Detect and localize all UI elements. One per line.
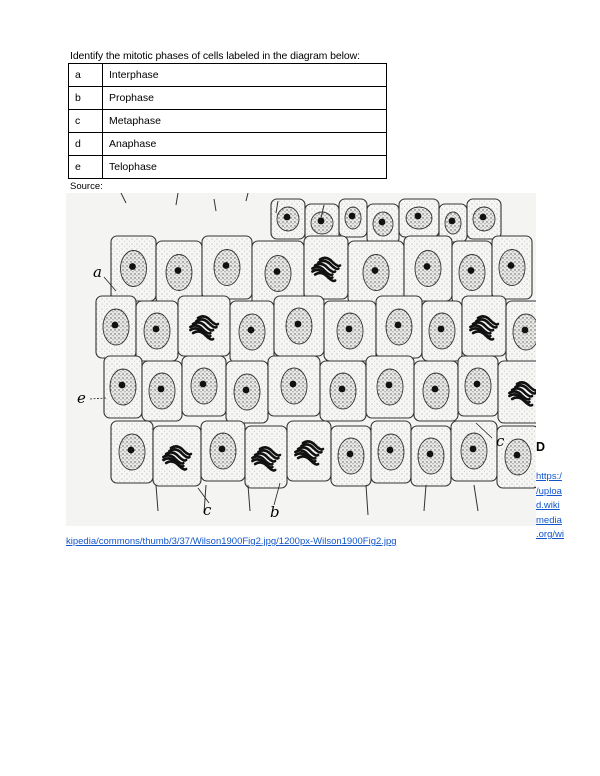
row-phase: Anaphase <box>103 133 387 156</box>
nucleolus-mark <box>119 382 126 389</box>
wall-line <box>156 485 158 511</box>
nucleolus-mark <box>175 267 182 274</box>
url-line[interactable]: media <box>536 514 562 526</box>
nucleolus-mark <box>522 327 529 334</box>
nucleolus-mark <box>243 387 250 394</box>
row-letter: a <box>69 64 103 87</box>
wall-line <box>121 193 126 203</box>
row-phase: Metaphase <box>103 110 387 133</box>
nucleolus-mark <box>449 218 456 225</box>
nucleolus-mark <box>128 447 135 454</box>
nucleolus-mark <box>387 447 394 454</box>
nucleolus-mark <box>349 213 356 220</box>
nucleolus-mark <box>415 213 422 220</box>
nucleolus-mark <box>474 381 481 388</box>
row-phase: Telophase <box>103 156 387 179</box>
question-prompt: Identify the mitotic phases of cells labeled in the diagram below: <box>70 50 360 62</box>
nucleolus-mark <box>346 326 353 333</box>
row-letter: d <box>69 133 103 156</box>
nucleolus-mark <box>129 263 136 270</box>
row-letter: c <box>69 110 103 133</box>
label-c-right: c <box>496 432 505 450</box>
nucleolus-mark <box>318 218 325 225</box>
nucleolus-mark <box>274 268 281 275</box>
row-phase: Prophase <box>103 87 387 110</box>
nucleolus-mark <box>200 381 207 388</box>
url-line[interactable]: https:/ <box>536 471 562 482</box>
label-c-bottom: c <box>203 501 212 519</box>
table-row <box>69 110 387 133</box>
wall-line <box>214 199 216 211</box>
nucleolus-mark <box>158 386 165 393</box>
cell-diagram-svg <box>66 193 536 526</box>
table-row <box>69 64 387 87</box>
row-letter: b <box>69 87 103 110</box>
wall-line <box>248 485 250 511</box>
nucleolus-mark <box>290 381 297 388</box>
source-url-link-fragment[interactable] <box>536 470 576 543</box>
table-row <box>69 156 387 179</box>
table-row <box>69 133 387 156</box>
url-line[interactable]: .org/wi <box>536 529 564 540</box>
nucleolus-mark <box>395 322 402 329</box>
nucleolus-mark <box>480 214 487 221</box>
url-line[interactable]: d.wiki <box>536 500 560 511</box>
nucleolus-mark <box>432 386 439 393</box>
wall-line <box>176 193 178 205</box>
nucleolus-mark <box>112 322 119 329</box>
nucleolus-mark <box>470 446 477 453</box>
wall-line <box>366 485 368 515</box>
nucleolus-mark <box>295 321 302 328</box>
row-letter: e <box>69 156 103 179</box>
source-url-link[interactable]: kipedia/commons/thumb/3/37/Wilson1900Fig2.jpg/1200px-Wilson1900Fig2.jpg <box>66 536 397 547</box>
nucleolus-mark <box>424 263 431 270</box>
nucleolus-mark <box>508 262 515 269</box>
nucleolus-mark <box>284 214 291 221</box>
source-label: Source: <box>70 181 103 192</box>
table-row <box>69 87 387 110</box>
nucleolus-mark <box>438 326 445 333</box>
nucleolus-mark <box>248 327 255 334</box>
nucleolus-mark <box>347 451 354 458</box>
nucleolus-mark <box>219 446 226 453</box>
label-a: a <box>93 263 102 281</box>
wall-line <box>424 485 426 511</box>
row-phase: Interphase <box>103 64 387 87</box>
nucleolus-mark <box>379 219 386 226</box>
nucleolus-mark <box>153 326 160 333</box>
url-line[interactable]: /uploa <box>536 485 562 497</box>
phases-table <box>68 63 387 179</box>
label-e: e <box>77 389 86 407</box>
side-letter: D <box>536 440 546 454</box>
wall-line <box>246 193 248 201</box>
nucleolus-mark <box>514 452 521 459</box>
nucleolus-mark <box>427 451 434 458</box>
nucleolus-mark <box>339 386 346 393</box>
label-b: b <box>270 503 280 521</box>
nucleolus-mark <box>372 267 379 274</box>
nucleolus-mark <box>223 262 230 269</box>
nucleolus-mark <box>386 382 393 389</box>
wall-line <box>474 485 478 511</box>
nucleolus-mark <box>468 267 475 274</box>
cell-diagram-figure <box>66 193 536 526</box>
